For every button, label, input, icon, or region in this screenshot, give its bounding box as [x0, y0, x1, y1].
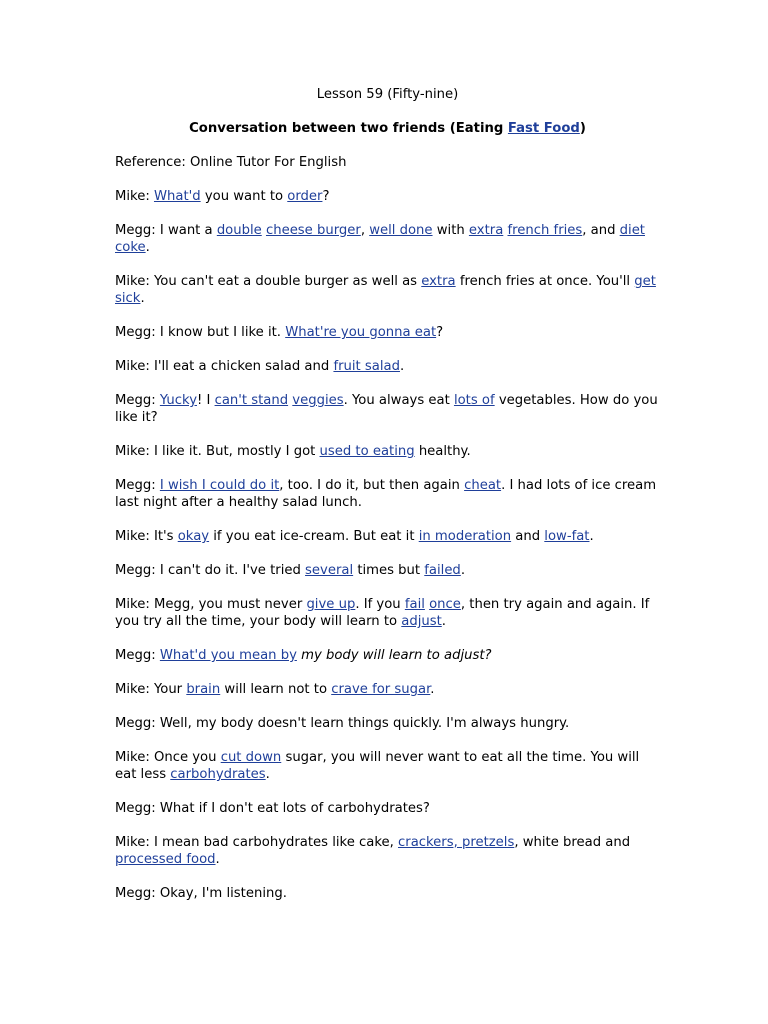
dialogue-text: , and	[582, 223, 620, 238]
dialogue-text: with	[432, 223, 469, 238]
vocabulary-link[interactable]: well done	[369, 223, 433, 238]
vocabulary-link[interactable]: veggies	[292, 393, 344, 408]
vocabulary-link[interactable]: I wish I could do it	[159, 478, 280, 493]
dialogue-line	[115, 477, 660, 511]
dialogue-text: ?	[322, 189, 330, 204]
dialogue-text: and	[511, 529, 545, 544]
dialogue-text: Megg: Well, my body doesn't learn things quickly. I'm always hungry.	[115, 716, 570, 731]
reference-line: Reference: Online Tutor For English	[115, 155, 347, 170]
dialogue-line	[115, 392, 660, 426]
dialogue-line	[115, 800, 660, 817]
dialogue-text: .	[145, 240, 150, 255]
vocabulary-link[interactable]: extra	[421, 274, 456, 289]
dialogue-text: .	[430, 682, 435, 697]
dialogue-text: will learn not to	[220, 682, 332, 697]
dialogue-line	[115, 681, 660, 698]
dialogue-text: ,	[360, 223, 370, 238]
dialogue-text: ?	[436, 325, 444, 340]
dialogue-text: french fries at once. You'll	[455, 274, 635, 289]
vocabulary-link[interactable]: cheese burger	[265, 223, 361, 238]
vocabulary-link[interactable]: diet coke	[115, 223, 645, 255]
conversation-subtitle	[115, 120, 660, 137]
dialogue-text: .	[460, 563, 466, 578]
dialogue-text: Mike: I like it. But, mostly I got	[115, 444, 320, 459]
dialogue-line	[115, 528, 660, 545]
dialogue-text: ! I	[197, 393, 215, 408]
dialogue-text: sugar, you will never want to eat all the time. You will eat less	[115, 750, 640, 782]
vocabulary-link[interactable]: order	[287, 189, 323, 204]
vocabulary-link[interactable]: used to eating	[319, 444, 415, 459]
vocabulary-link[interactable]: several	[305, 563, 354, 578]
dialogue-text: Megg: I can't do it. I've tried	[115, 563, 306, 578]
dialogue-line	[115, 749, 660, 783]
italic-text: my body will learn to adjust?	[301, 648, 492, 663]
vocabulary-link[interactable]: fruit salad	[333, 359, 400, 374]
vocabulary-link[interactable]: What're you gonna eat	[285, 325, 437, 340]
dialogue-line	[115, 324, 660, 341]
vocabulary-link[interactable]: processed food	[115, 852, 216, 867]
dialogue-line	[115, 715, 660, 732]
dialogue-text: Megg: Okay, I'm listening.	[115, 886, 287, 901]
vocabulary-link[interactable]: give up	[306, 597, 356, 612]
dialogue-text: .	[399, 359, 405, 374]
vocabulary-link[interactable]: lots of	[453, 393, 495, 408]
dialogue-text: .	[140, 291, 145, 306]
vocabulary-link[interactable]: cheat	[464, 478, 502, 493]
dialogue-text: . You always eat	[343, 393, 454, 408]
dialogue-text: Mike: Your	[115, 682, 187, 697]
vocabulary-link[interactable]: okay	[177, 529, 210, 544]
dialogue-text: .	[215, 852, 220, 867]
dialogue-text: Mike: It's	[115, 529, 178, 544]
dialogue-text: Mike: I mean bad carbohydrates like cake,	[115, 835, 399, 850]
dialogue-text: .	[441, 614, 446, 629]
vocabulary-link[interactable]: french fries	[507, 223, 583, 238]
vocabulary-link[interactable]: double	[216, 223, 262, 238]
vocabulary-link[interactable]: cut down	[220, 750, 282, 765]
dialogue-line	[115, 188, 660, 205]
dialogue-line	[115, 358, 660, 375]
vocabulary-link[interactable]: crackers, pretzels	[398, 835, 515, 850]
dialogue-text: Megg: I want a	[115, 223, 217, 238]
dialogue-line	[115, 885, 660, 902]
vocabulary-link[interactable]: low-fat	[544, 529, 590, 544]
dialogue-text: vegetables. How do you like it?	[115, 393, 658, 425]
vocabulary-link[interactable]: Yucky	[159, 393, 197, 408]
dialogue-text: Megg:	[115, 478, 160, 493]
dialogue-line	[115, 596, 660, 630]
vocabulary-link[interactable]: in moderation	[418, 529, 512, 544]
dialogue-text: . If you	[355, 597, 405, 612]
vocabulary-link[interactable]: What'd	[153, 189, 201, 204]
fast-food-link[interactable]: Fast Food	[507, 121, 580, 136]
dialogue-text: Mike: Megg, you must never	[115, 597, 307, 612]
dialogue-text: , white bread and	[514, 835, 631, 850]
vocabulary-link[interactable]: adjust	[401, 614, 442, 629]
dialogue-text: Mike: You can't eat a double burger as well as	[115, 274, 422, 289]
dialogue-line	[115, 222, 660, 256]
document-page	[115, 86, 660, 919]
vocabulary-link[interactable]: fail	[404, 597, 425, 612]
dialogue-text: healthy.	[414, 444, 471, 459]
dialogue-text: , too. I do it, but then again	[279, 478, 465, 493]
subtitle-prefix: Conversation between two friends (Eating	[189, 121, 508, 136]
vocabulary-link[interactable]: failed	[424, 563, 461, 578]
dialogue-text: Mike: I'll eat a chicken salad and	[115, 359, 334, 374]
dialogue-line	[115, 273, 660, 307]
dialogue-text: . I had lots of ice cream last night after a healthy salad lunch.	[115, 478, 657, 510]
dialogue-text: if you eat ice-cream. But eat it	[209, 529, 419, 544]
dialogue-line	[115, 443, 660, 460]
vocabulary-link[interactable]: crave for sugar	[331, 682, 431, 697]
dialogue-text: Mike:	[115, 189, 154, 204]
dialogue-text: Megg: What if I don't eat lots of carbohydrates?	[115, 801, 430, 816]
dialogue-text: times but	[353, 563, 425, 578]
dialogue-text: .	[589, 529, 594, 544]
vocabulary-link[interactable]: get sick	[115, 274, 656, 306]
dialogue-text: Megg:	[115, 648, 160, 663]
dialogue-text: you want to	[200, 189, 288, 204]
dialogue-text: Megg: I know but I like it.	[115, 325, 286, 340]
vocabulary-link[interactable]: brain	[186, 682, 221, 697]
dialogue-text: , then try again and again. If you try all the time, your body will learn to	[115, 597, 650, 629]
vocabulary-link[interactable]: extra	[468, 223, 504, 238]
lesson-title: Lesson 59 (Fifty-nine)	[316, 87, 459, 102]
vocabulary-link[interactable]: once	[429, 597, 461, 612]
dialogue-line	[115, 562, 660, 579]
dialogue-line	[115, 647, 660, 664]
dialogue-line	[115, 834, 660, 868]
subtitle-suffix: )	[579, 121, 586, 136]
dialogue	[115, 188, 660, 902]
vocabulary-link[interactable]: What'd you mean by	[159, 648, 297, 663]
dialogue-text: Mike: Once you	[115, 750, 221, 765]
dialogue-text: Megg:	[115, 393, 160, 408]
dialogue-text: .	[265, 767, 270, 782]
vocabulary-link[interactable]: carbohydrates	[170, 767, 266, 782]
vocabulary-link[interactable]: can't stand	[214, 393, 289, 408]
